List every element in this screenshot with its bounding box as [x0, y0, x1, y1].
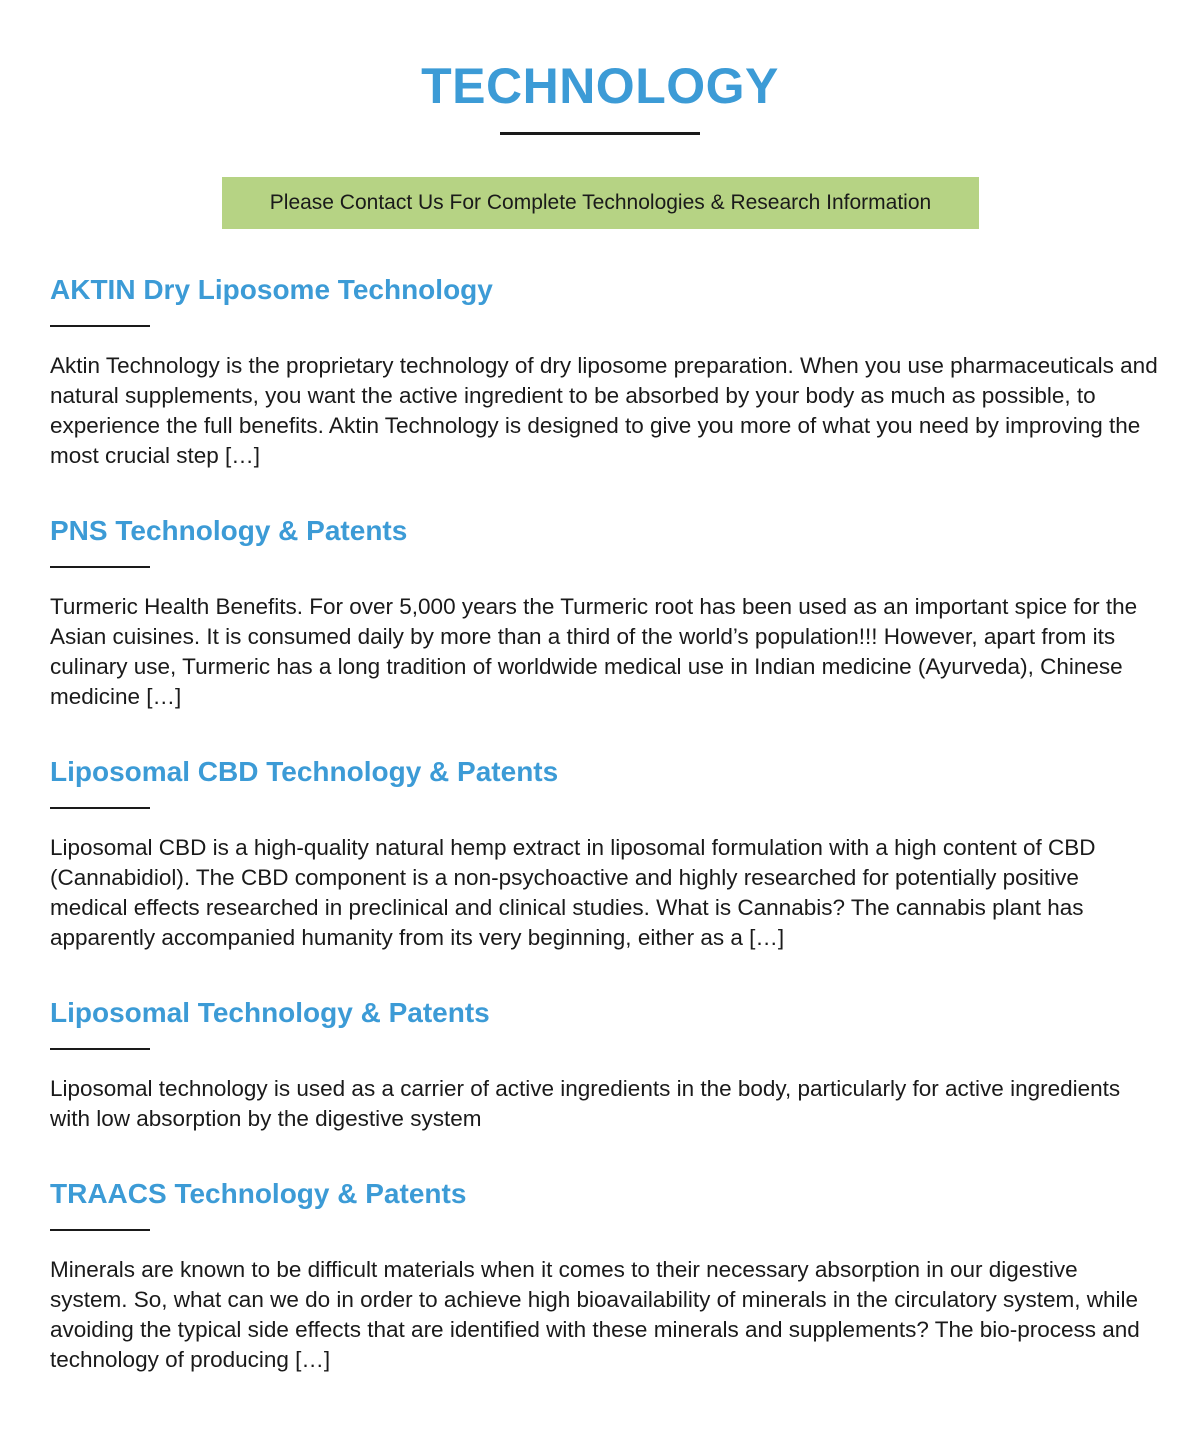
section-heading-link[interactable]: TRAACS Technology & Patents	[50, 1178, 467, 1209]
section-divider	[50, 1048, 150, 1050]
technology-section-traacs	[50, 1174, 1160, 1375]
page-title: TECHNOLOGY	[421, 58, 779, 114]
section-divider	[50, 325, 150, 327]
section-divider	[50, 807, 150, 809]
section-excerpt: Turmeric Health Benefits. For over 5,000 years the Turmeric root has been used as an important spice for the Asian cuisines. It is consumed daily by more than a third of the world’s population!!! However, apart from its culinary use, Turmeric has a long tradition of worldwide medical use in Indian medicine (Ayurveda), Chinese medicine […]	[50, 594, 1138, 709]
section-heading-link[interactable]: Liposomal CBD Technology & Patents	[50, 756, 559, 787]
section-excerpt: Liposomal technology is used as a carrier of active ingredients in the body, particularly for active ingredients with low absorption by the digestive system	[50, 1076, 1121, 1131]
section-heading-link[interactable]: PNS Technology & Patents	[50, 515, 408, 546]
section-heading-link[interactable]: Liposomal Technology & Patents	[50, 997, 490, 1028]
section-divider	[50, 566, 150, 568]
section-excerpt: Liposomal CBD is a high-quality natural hemp extract in liposomal formulation with a high content of CBD (Cannabidiol). The CBD component is a non-psychoactive and highly researched for potentially positive medical effects researched in preclinical and clinical studies. What is Cannabis? The cannabis plant has apparently accompanied humanity from its very beginning, either as a […]	[50, 835, 1096, 950]
technology-section-liposomal	[50, 993, 1160, 1134]
technology-section-liposomal-cbd	[50, 752, 1160, 953]
section-divider	[50, 1229, 150, 1231]
contact-us-banner[interactable]: Please Contact Us For Complete Technologies & Research Information	[222, 177, 979, 229]
title-divider	[500, 132, 700, 135]
section-heading-link[interactable]: AKTIN Dry Liposome Technology	[50, 274, 493, 305]
section-excerpt: Minerals are known to be difficult materials when it comes to their necessary absorption in our digestive system. So, what can we do in order to achieve high bioavailability of minerals in the circulatory system, while avoiding the typical side effects that are identified with these minerals and supplements? The bio-process and technology of producing […]	[50, 1257, 1140, 1372]
technology-section-aktin	[50, 270, 1160, 471]
technology-section-pns	[50, 511, 1160, 712]
section-excerpt: Aktin Technology is the proprietary technology of dry liposome preparation. When you use pharmaceuticals and natural supplements, you want the active ingredient to be absorbed by your body as much as possible, to experience the full benefits. Aktin Technology is designed to give you more of what you need by improving the most crucial step […]	[50, 353, 1158, 468]
